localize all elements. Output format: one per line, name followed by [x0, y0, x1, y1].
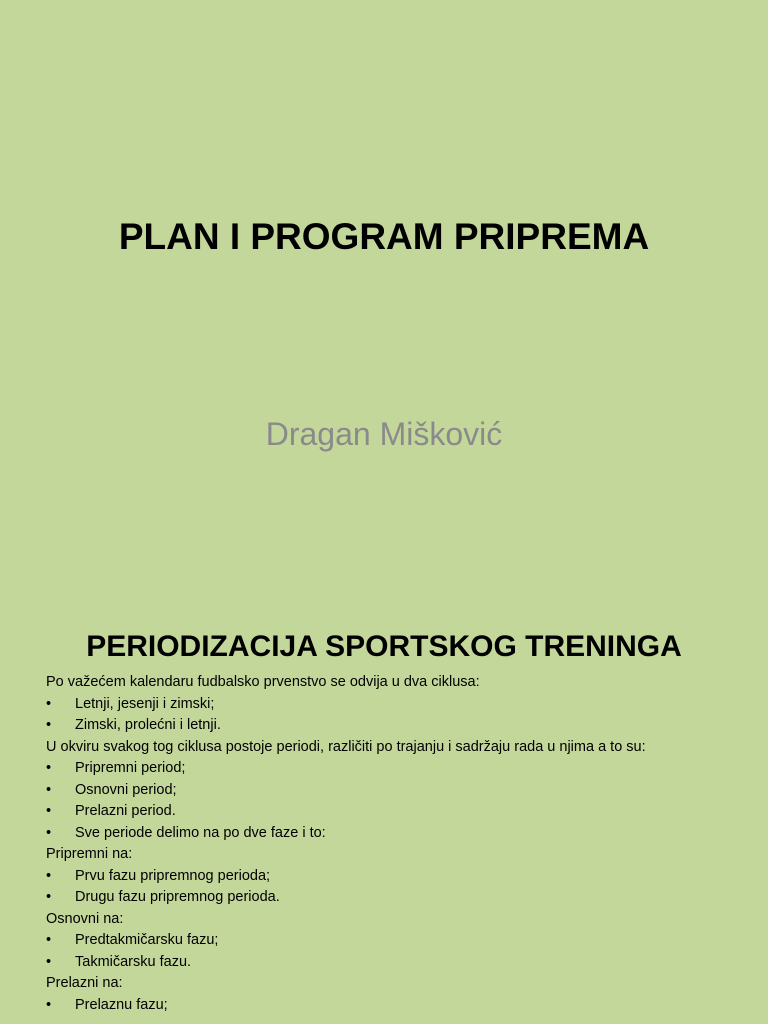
bullet-marker: • [46, 803, 52, 819]
bullet-item: • Prelaznu fazu; [46, 995, 746, 1017]
text-line: Pripremni na: [46, 846, 133, 862]
bullet-marker: • [46, 781, 52, 798]
bullet-item: • Drugu fazu pripremnog perioda. [46, 887, 746, 909]
bullet-marker: • [46, 953, 52, 970]
bullet-marker: • [46, 996, 52, 1013]
bullet-marker: • [46, 695, 52, 712]
bullet-item: • Letnji, jesenji i zimski; [46, 694, 746, 716]
bullet-item: • Zimski, prolećni i letnji. [46, 715, 746, 737]
body-text-list [46, 672, 746, 1016]
bullet-item: • Prelazni period. [46, 801, 746, 823]
bullet-item: • Takmičarsku fazu. [46, 952, 746, 974]
bullet-marker: • [46, 824, 52, 841]
slide-title: PLAN I PROGRAM PRIPREMA [118, 216, 650, 257]
text-line: Prelazni na: [46, 975, 123, 991]
text-line: Osnovni na: [46, 910, 124, 927]
bullet-item: • Predtakmičarsku fazu; [46, 930, 746, 952]
intro-line: Po važećem kalendaru fudbalsko prvenstvo se odvija u dva ciklusa: [46, 674, 480, 690]
bullet-item: • Osnovni period; [46, 780, 746, 802]
bullet-marker: • [46, 867, 52, 884]
bullet-marker: • [46, 760, 52, 776]
bullet-marker: • [46, 889, 52, 905]
bullet-item: • Prvu fazu pripremnog perioda; [46, 866, 746, 888]
bullet-item: • Sve periode delimo na po dve faze i to: [46, 823, 746, 845]
author-name: Dragan Mišković [265, 416, 503, 452]
bullet-marker: • [46, 932, 52, 948]
section-title: PERIODIZACIJA SPORTSKOG TRENINGA [86, 630, 682, 663]
text-line: U okviru svakog tog ciklusa postoje periodi, različiti po trajanju i sadržaju rada u njima a to su: [46, 738, 646, 755]
bullet-marker: • [46, 717, 52, 733]
bullet-item: • Pripremni period; [46, 758, 746, 780]
